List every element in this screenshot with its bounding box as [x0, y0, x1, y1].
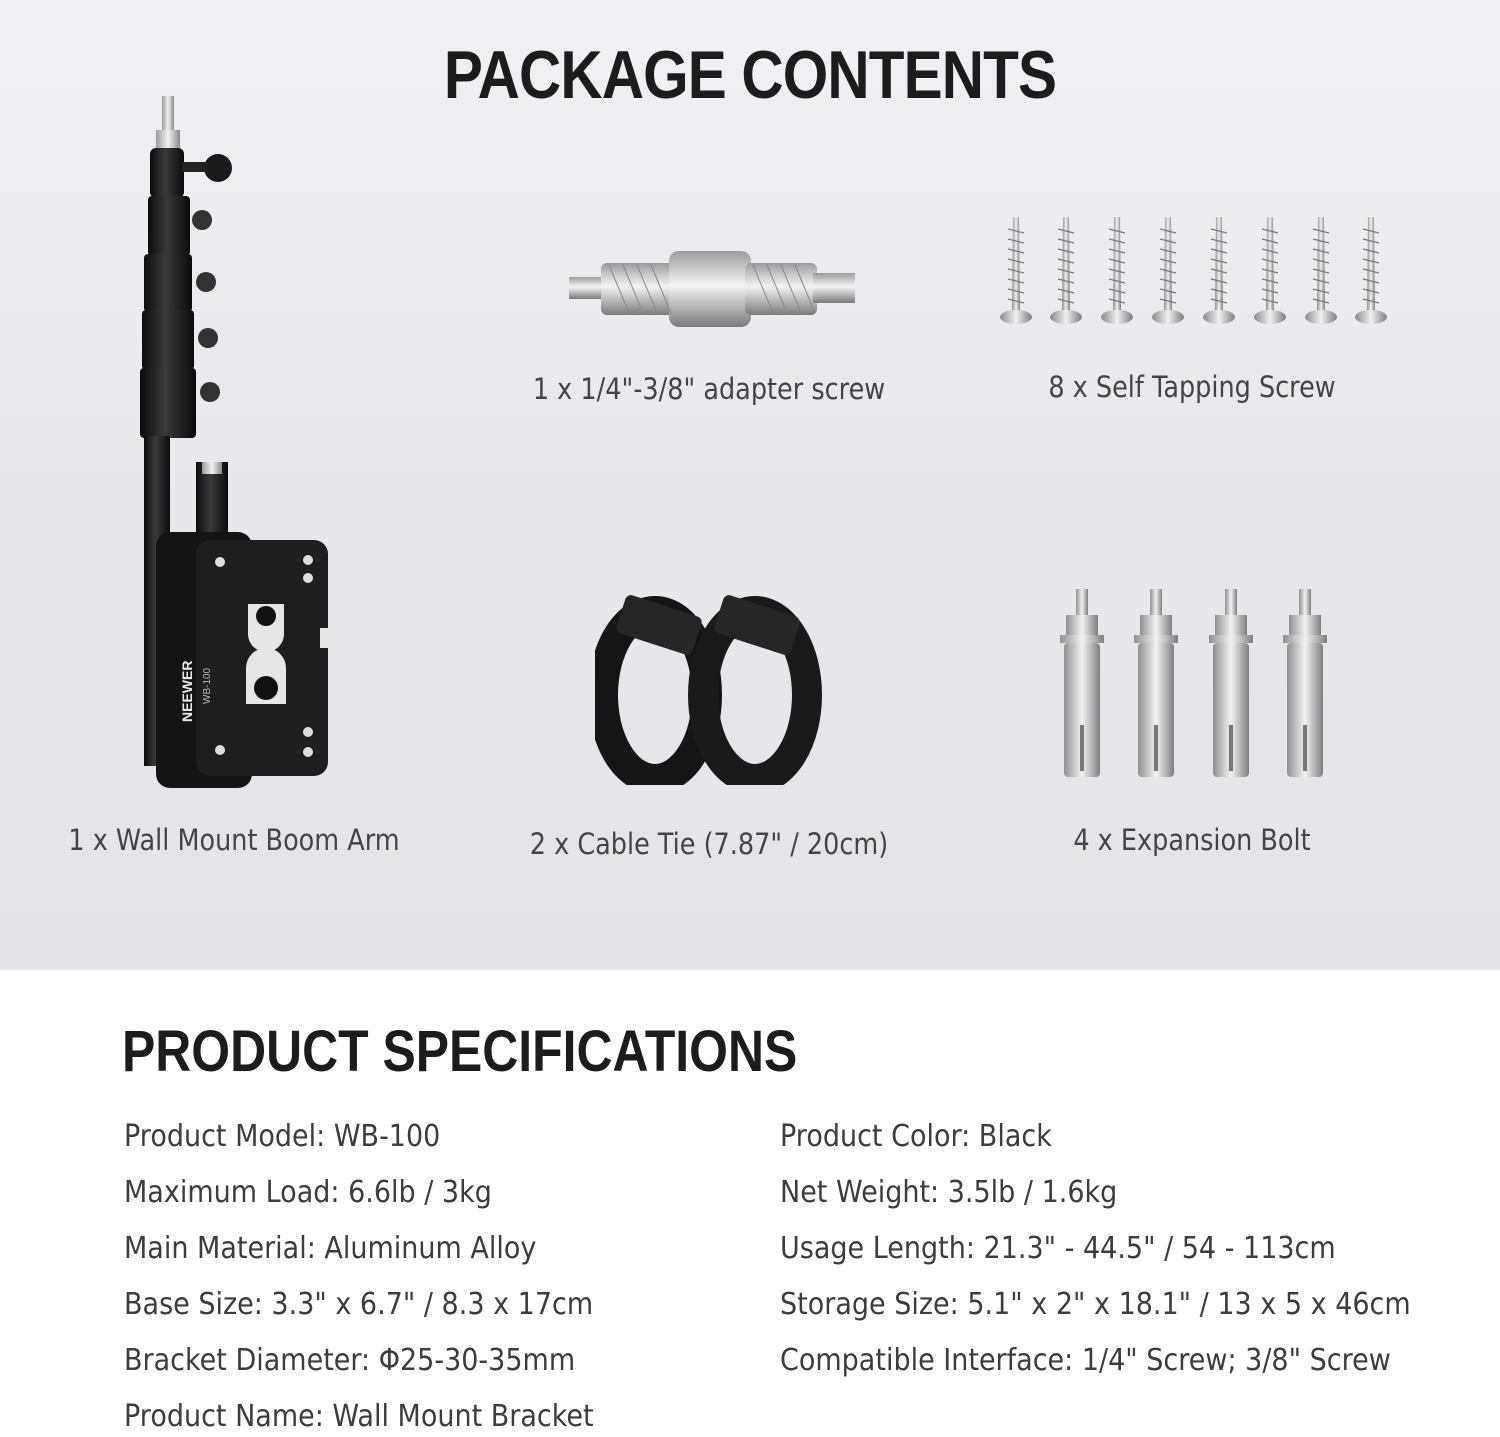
brand-mark: NEEWER [179, 660, 195, 722]
cable-tie-icon [595, 585, 825, 785]
package-contents-title: PACKAGE CONTENTS [443, 37, 1057, 113]
self-tapping-screw-icon [995, 215, 1390, 345]
product-specifications-title: PRODUCT SPECIFICATIONS [122, 1019, 798, 1084]
caption-cable-tie: 2 x Cable Tie (7.87" / 20cm) [529, 827, 889, 861]
spec-right-3: Usage Length: 21.3" - 44.5" / 54 - 113cm [780, 1231, 1336, 1266]
spec-left-6: Product Name: Wall Mount Bracket [124, 1399, 594, 1434]
spec-left-3: Main Material: Aluminum Alloy [124, 1231, 537, 1266]
adapter-screw-icon [565, 245, 860, 335]
caption-adapter-screw: 1 x 1/4"-3/8" adapter screw [532, 372, 886, 406]
spec-left-2: Maximum Load: 6.6lb / 3kg [124, 1175, 492, 1210]
spec-left-1: Product Model: WB-100 [124, 1119, 441, 1154]
spec-right-4: Storage Size: 5.1" x 2" x 18.1" / 13 x 5 x 46cm [780, 1287, 1411, 1322]
caption-self-tapping-screw: 8 x Self Tapping Screw [1048, 370, 1336, 404]
expansion-bolt-icon [1050, 585, 1340, 785]
caption-boom-arm: 1 x Wall Mount Boom Arm [68, 823, 400, 857]
boom-arm-icon [130, 92, 340, 812]
spec-right-2: Net Weight: 3.5lb / 1.6kg [780, 1175, 1118, 1210]
model-mark: WB-100 [202, 667, 213, 704]
spec-right-5: Compatible Interface: 1/4" Screw; 3/8" Screw [780, 1343, 1391, 1378]
spec-left-4: Base Size: 3.3" x 6.7" / 8.3 x 17cm [124, 1287, 594, 1322]
caption-expansion-bolt: 4 x Expansion Bolt [1073, 823, 1311, 857]
spec-right-1: Product Color: Black [780, 1119, 1052, 1154]
spec-left-5: Bracket Diameter: Φ25-30-35mm [124, 1343, 576, 1378]
